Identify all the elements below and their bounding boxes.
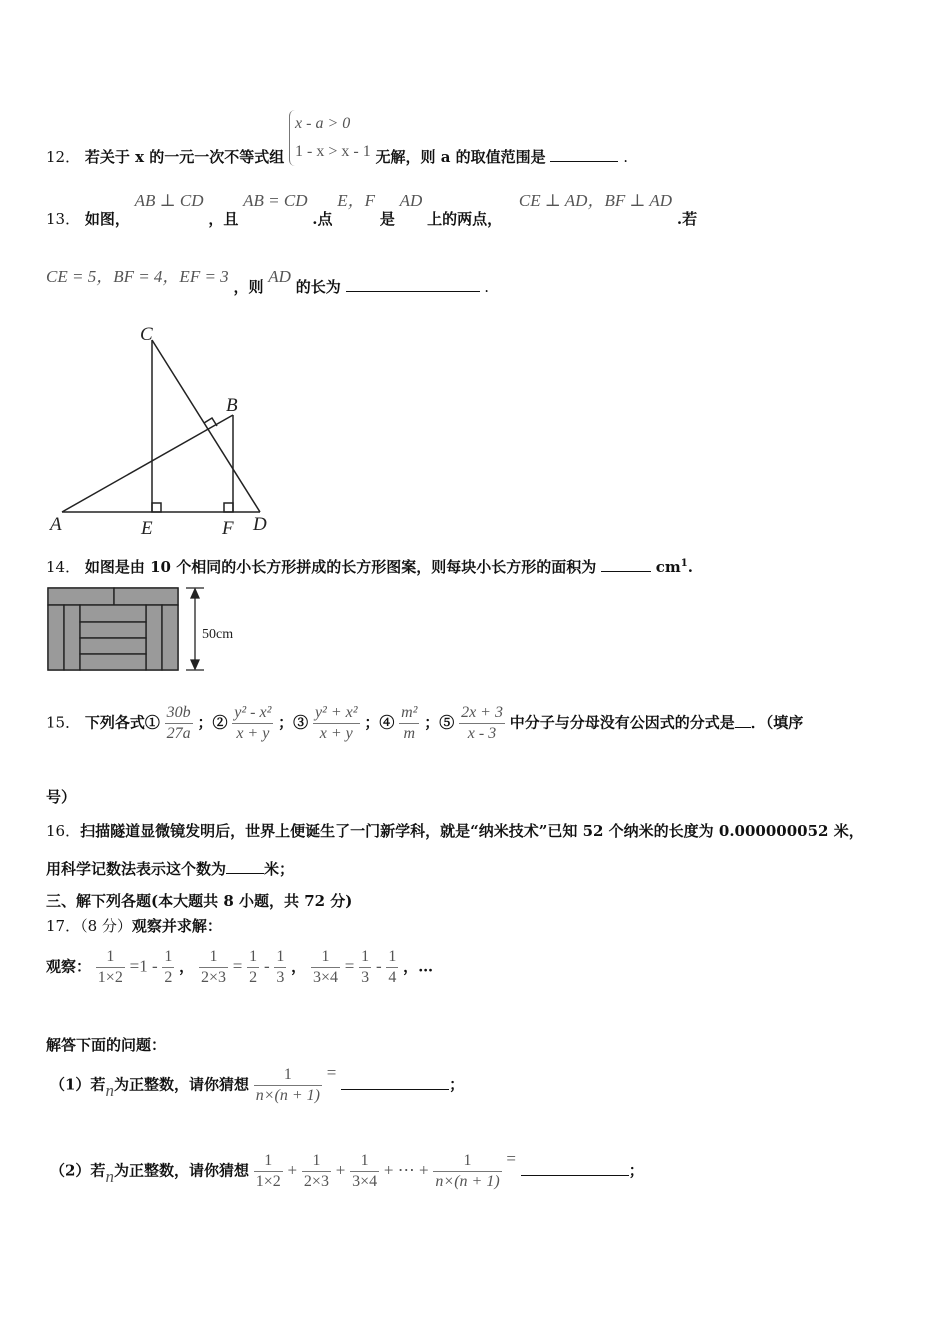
obs2-minus: - [263, 956, 270, 976]
q17-observe-label: 观察： [46, 957, 92, 976]
q15-fraction-5: $\frac{2x + 3}{x - 3}$ [461, 704, 503, 742]
p2-plus-1: + [287, 1160, 298, 1180]
right-angle-F [224, 503, 233, 512]
q15-answer-blank [735, 713, 751, 728]
segment-CD [152, 340, 260, 512]
p1-label: （1）若 [50, 1075, 106, 1094]
obs3-eq: = [344, 956, 355, 976]
obs-ellipsis: ，… [403, 957, 434, 976]
q13-math-3: E，F [337, 191, 376, 210]
q12-ineq-2: 1 - x > x - 1 [295, 143, 371, 160]
section-3-heading: 三、解下列各题(本大题共 8 小题，共 72 分) [46, 892, 353, 910]
question-16-line2 [46, 858, 294, 879]
q13-math-4: AD [399, 191, 423, 210]
p2-eq: = [506, 1148, 517, 1168]
p2-term-1: $\frac{1}{1\times 2}$ [255, 1152, 281, 1190]
figure-14-rectangles [46, 586, 256, 676]
p2-term-2: $\frac{1}{2\times 3}$ [303, 1152, 329, 1190]
q17-title: 观察并求解： [131, 917, 222, 935]
q12-text-a: 若关于 x 的一元一次不等式组 [84, 148, 285, 166]
q13-text-1: 如图， [84, 210, 130, 228]
q15-text-4: 号） [46, 788, 77, 806]
q17-observe-line [46, 948, 433, 987]
q15-sep-1: ；② [197, 713, 228, 732]
q12-answer-blank [550, 147, 618, 162]
q14-number: 14． [46, 558, 81, 576]
question-13-line1 [46, 186, 698, 228]
q17-answer-intro: 解答下面的问题： [46, 1036, 167, 1054]
question-12 [46, 100, 628, 176]
q12-end: . [623, 148, 629, 166]
q15-sep-4: ；⑤ [424, 713, 455, 732]
q13-math-2: AB = CD [243, 191, 308, 210]
obs3-a: $\frac{1}{3}$ [361, 948, 370, 986]
q17-number: 17． [46, 917, 81, 935]
p2-label: （2）若 [50, 1161, 106, 1180]
q17-points: （8 分） [80, 917, 132, 935]
q13-answer-blank [346, 277, 480, 292]
q14-end: . [687, 558, 693, 576]
q15-sep-2: ；③ [278, 713, 309, 732]
q15-number: 15． [46, 713, 81, 732]
q13-text-8: 的长为 [295, 278, 341, 296]
p1-var: n [105, 1080, 114, 1100]
p2-dots: + ⋯ + [383, 1160, 429, 1180]
label-E: E [141, 518, 153, 539]
label-B: B [226, 395, 238, 416]
question-15 [46, 704, 803, 743]
q15-fraction-3: $\frac{\text{y² + x²}}{x + y}$ [314, 704, 358, 742]
q13-text-3: .点 [312, 210, 333, 228]
q15-fraction-4: $\frac{\text{m²}}{m}$ [401, 704, 418, 742]
obs2-lhs: $\frac{1}{2\times 3}$ [200, 948, 226, 986]
obs2-a: $\frac{1}{2}$ [249, 948, 258, 986]
label-D: D [253, 514, 267, 535]
p2-term-3: $\frac{1}{3\times 4}$ [352, 1152, 378, 1190]
p2-last-term: $\frac{1}{n\times(n + 1)}$ [435, 1152, 500, 1190]
p2-end: ； [628, 1161, 644, 1180]
question-16-line1 [46, 820, 864, 841]
figure-13-triangles [40, 318, 280, 544]
q16-text-2: 用科学记数法表示这个数为 [46, 860, 227, 878]
right-angle-E [152, 503, 161, 512]
q15-sep-3: ；④ [364, 713, 395, 732]
obs1-rhs: =1 - [129, 956, 158, 976]
label-F: F [222, 518, 234, 539]
obs1-frac: $\frac{1}{2}$ [164, 948, 173, 986]
obs3-b: $\frac{1}{4}$ [388, 948, 397, 986]
obs2-eq: = [232, 956, 243, 976]
obs1-lhs: $\frac{1}{1\times 2}$ [97, 948, 123, 986]
q13-text-2: ，且 [208, 210, 239, 228]
p1-fraction: $\frac{1}{n\times(n + 1)}$ [255, 1066, 320, 1104]
label-C: C [140, 324, 153, 345]
q15-text-2: 中分子与分母没有公因式的分式是 [509, 713, 735, 732]
q12-number: 12． [46, 148, 81, 166]
p1-eq: = [326, 1062, 337, 1082]
p1-answer-blank [341, 1075, 449, 1090]
q14-unit: cm [655, 558, 681, 576]
p1-text: 为正整数，请你猜想 [113, 1075, 249, 1094]
q13-math-5: CE ⊥ AD，BF ⊥ AD [518, 191, 673, 210]
q13-math-6: CE = 5，BF = 4，EF = 3 [46, 267, 229, 286]
p2-answer-blank [521, 1161, 629, 1176]
obs-sep-2: ， [291, 957, 307, 976]
p2-text: 为正整数，请你猜想 [113, 1161, 249, 1180]
q13-number: 13． [46, 210, 81, 228]
q15-fraction-2: $\frac{\text{y² - x²}}{x + y}$ [234, 704, 272, 742]
q13-math-1: AB ⊥ CD [134, 191, 204, 210]
question-17-title [46, 915, 222, 936]
p2-var: n [105, 1166, 114, 1186]
q17-part-1 [50, 1062, 465, 1105]
q12-text-b: 无解，则 a 的取值范围是 [375, 148, 546, 166]
q13-text-6: .若 [676, 210, 698, 228]
q14-answer-blank [601, 557, 651, 572]
q15-text-1: 下列各式① [84, 713, 160, 732]
q13-end: . [484, 278, 490, 296]
obs2-b: $\frac{1}{3}$ [276, 948, 285, 986]
q16-number: 16． [46, 822, 81, 840]
q16-text-3: 米； [264, 860, 295, 878]
obs3-lhs: $\frac{1}{3\times 4}$ [312, 948, 338, 986]
q12-ineq-1: x - a > 0 [295, 115, 351, 132]
q14-text: 如图是由 10 个相同的小长方形拼成的长方形图案，则每块小长方形的面积为 [84, 558, 597, 576]
q15-fraction-1: $\frac{30b}{27a}$ [166, 704, 191, 742]
p2-plus-2: + [335, 1160, 346, 1180]
q16-text-1: 扫描隧道显微镜发明后，世界上便诞生了一门新学科，就是“纳米技术”已知 52 个纳米的长度为 0.000000052 米， [80, 822, 864, 840]
p1-end: ； [449, 1075, 465, 1094]
segment-AB [62, 415, 233, 512]
q14-unit-sup: 1 [680, 558, 688, 569]
q12-inequality-system [289, 110, 371, 166]
q13-text-5: 上的两点， [427, 210, 503, 228]
question-13-line2 [46, 262, 490, 296]
obs-sep-1: ， [179, 957, 195, 976]
q13-text-4: 是 [379, 210, 395, 228]
q13-text-7: ，则 [233, 278, 264, 296]
q13-math-7: AD [268, 267, 291, 286]
question-14 [46, 556, 693, 577]
obs3-minus: - [375, 956, 382, 976]
q15-text-3: ．（填序 [750, 713, 804, 732]
q16-answer-blank [226, 859, 264, 874]
label-A: A [50, 514, 62, 535]
q17-part-2 [50, 1148, 644, 1191]
dimension-label: 50cm [202, 627, 234, 642]
